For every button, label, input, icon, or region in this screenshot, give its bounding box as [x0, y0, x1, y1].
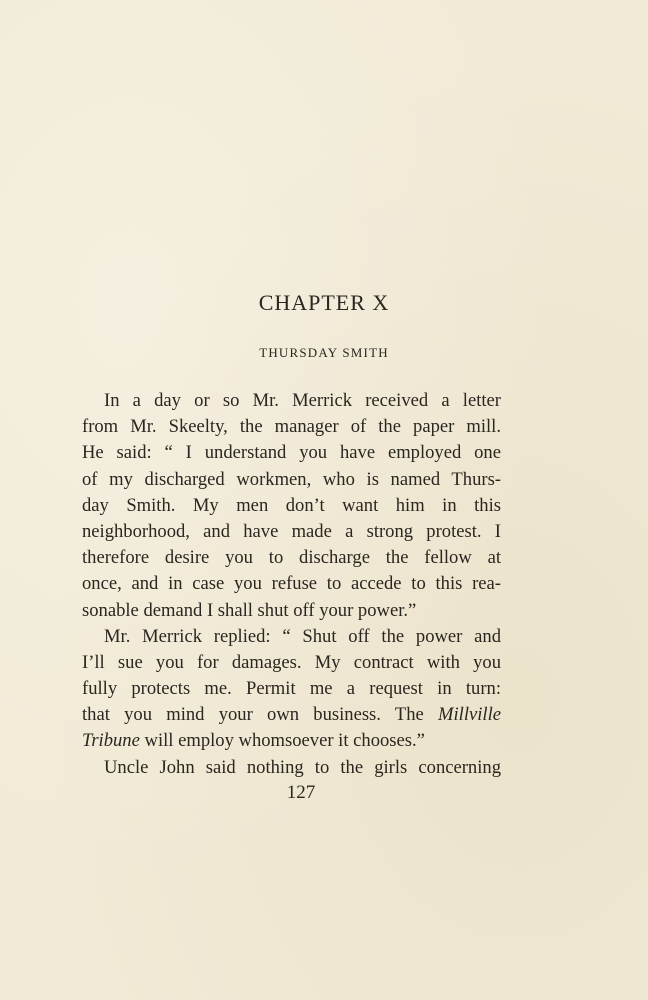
italic-word: Tribune — [82, 730, 140, 752]
text-line: day Smith. My men don’t want him in this — [82, 494, 501, 516]
text-line: fully protects me. Permit me a request in turn: — [82, 678, 501, 700]
text-segment: will employ whomsoever it chooses.” — [144, 730, 425, 752]
text-line: Uncle John said nothing to the girls concerning — [104, 756, 501, 778]
page-number — [0, 780, 576, 806]
text-line: of my discharged workmen, who is named Thurs- — [82, 468, 501, 490]
italic-word: Millville — [438, 704, 501, 726]
text-line: once, and in case you refuse to accede to this rea- — [82, 573, 501, 595]
text-line: from Mr. Skeelty, the manager of the paper mill. — [82, 416, 501, 438]
page-number-text: 127 — [286, 782, 316, 803]
text-line: sonable demand I shall shut off your power.” — [82, 599, 417, 621]
text-line-with-italic — [82, 702, 501, 728]
text-segment: that you mind your own business. The — [82, 704, 424, 726]
text-line: Mr. Merrick replied: “ Shut off the power and — [104, 625, 501, 647]
text-line: I’ll sue you for damages. My contract with you — [82, 651, 501, 673]
text-line: He said: “ I understand you have employed one — [82, 442, 501, 464]
text-line: In a day or so Mr. Merrick received a letter — [104, 390, 501, 411]
text-line: therefore desire you to discharge the fellow at — [82, 547, 501, 569]
text-line-with-italic — [82, 728, 501, 754]
chapter-title: CHAPTER X — [258, 290, 390, 315]
text-line: neighborhood, and have made a strong protest. I — [82, 520, 501, 542]
body-text — [82, 388, 501, 781]
chapter-subtitle-text: THURSDAY SMITH — [259, 345, 389, 360]
chapter-subtitle — [0, 343, 576, 363]
